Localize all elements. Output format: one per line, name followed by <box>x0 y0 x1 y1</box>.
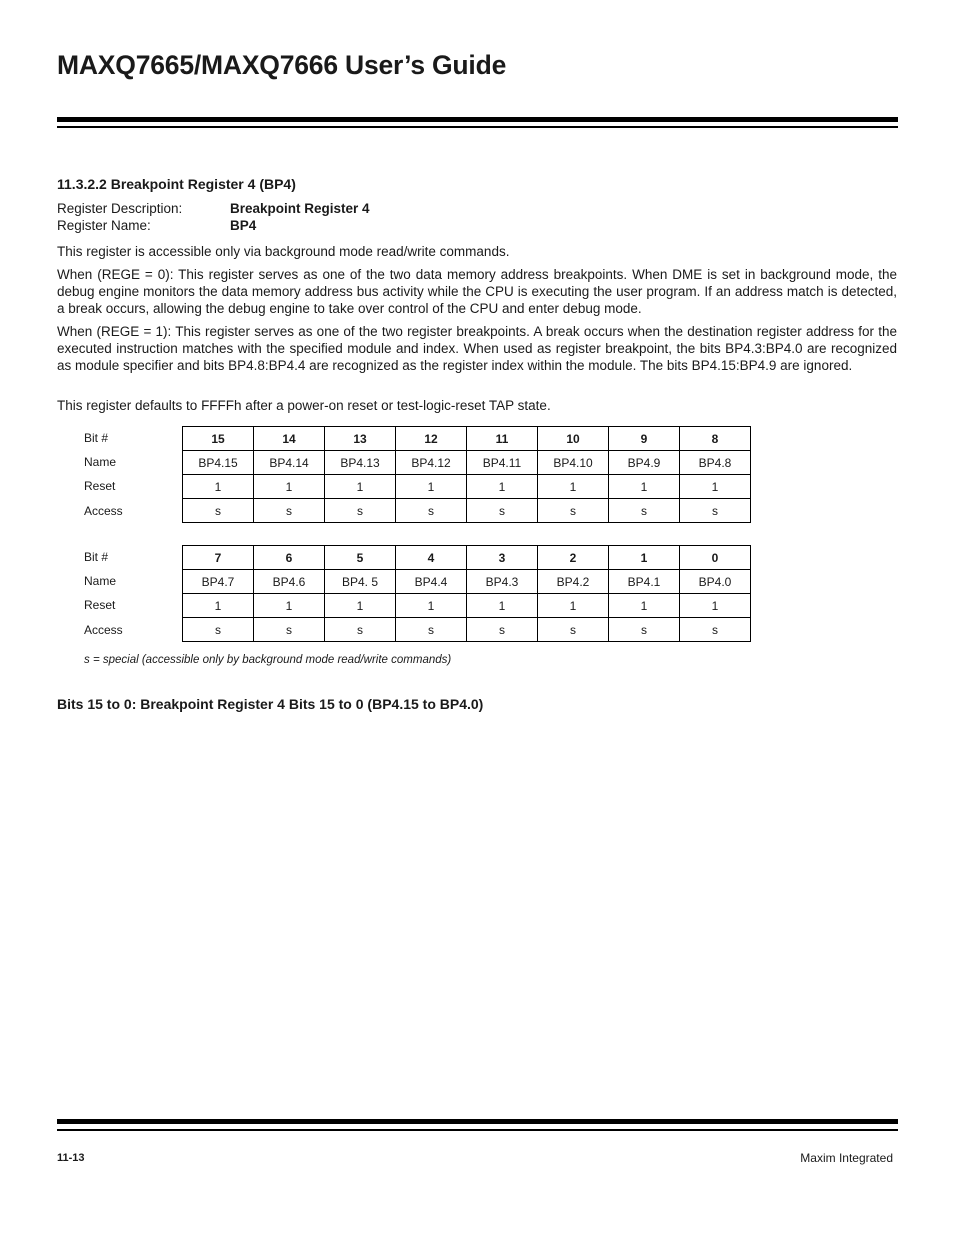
access-cell: s <box>467 618 538 642</box>
section-heading: 11.3.2.2 Breakpoint Register 4 (BP4) <box>57 176 296 192</box>
reset-cell: 1 <box>325 475 396 499</box>
reset-cell: 1 <box>254 475 325 499</box>
register-description-value: Breakpoint Register 4 <box>230 201 370 216</box>
name-cell: BP4.6 <box>254 570 325 594</box>
bit-cell: 7 <box>183 546 254 570</box>
bit-cell: 1 <box>609 546 680 570</box>
register-name-row <box>57 217 370 234</box>
bits-description-heading: Bits 15 to 0: Breakpoint Register 4 Bits 15 to 0 (BP4.15 to BP4.0) <box>57 696 484 712</box>
access-cell: s <box>183 499 254 523</box>
reset-cell: 1 <box>609 475 680 499</box>
access-cell: s <box>680 499 751 523</box>
bit-cell: 10 <box>538 427 609 451</box>
bit-access-row <box>183 618 751 642</box>
access-cell: s <box>325 618 396 642</box>
company-name: Maxim Integrated <box>800 1151 893 1165</box>
access-cell: s <box>538 499 609 523</box>
access-cell: s <box>254 618 325 642</box>
bit-table-low-labels <box>84 545 123 642</box>
reset-cell: 1 <box>538 475 609 499</box>
bit-cell: 8 <box>680 427 751 451</box>
name-cell: BP4.15 <box>183 451 254 475</box>
bit-cell: 6 <box>254 546 325 570</box>
reset-cell: 1 <box>183 594 254 618</box>
register-name-value: BP4 <box>230 218 257 233</box>
reset-cell: 1 <box>325 594 396 618</box>
bit-cell: 9 <box>609 427 680 451</box>
access-cell: s <box>538 618 609 642</box>
name-cell: BP4.10 <box>538 451 609 475</box>
reset-cell: 1 <box>467 594 538 618</box>
document-title: MAXQ7665/MAXQ7666 User’s Guide <box>57 50 507 80</box>
name-cell: BP4.9 <box>609 451 680 475</box>
bit-cell: 2 <box>538 546 609 570</box>
bit-cell: 5 <box>325 546 396 570</box>
name-cell: BP4.0 <box>680 570 751 594</box>
access-cell: s <box>396 499 467 523</box>
name-cell: BP4.4 <box>396 570 467 594</box>
paragraph-rege-1: When (REGE = 1): This register serves as one of the two register breakpoints. A break occurs when the destination register address for the executed instruction matches with the specified module and index. When used as register breakpoint, the bits BP4.3:BP4.0 are recognized as module specifier and bits BP4.8:BP4.4 are recognized as the register index within the module. The bits BP4.15:BP4.9 are ignored. <box>57 324 897 373</box>
bit-access-row <box>183 499 751 523</box>
row-label-name: Name <box>84 455 117 470</box>
name-cell: BP4.3 <box>467 570 538 594</box>
access-cell: s <box>325 499 396 523</box>
bit-cell: 4 <box>396 546 467 570</box>
reset-cell: 1 <box>254 594 325 618</box>
paragraph-access: This register is accessible only via background mode read/write commands. <box>57 244 510 259</box>
name-cell: BP4. 5 <box>325 570 396 594</box>
name-cell: BP4.1 <box>609 570 680 594</box>
access-footnote: s = special (accessible only by background mode read/write commands) <box>84 654 452 666</box>
bit-number-row <box>183 427 751 451</box>
name-cell: BP4.7 <box>183 570 254 594</box>
row-label-access: Access <box>84 622 123 637</box>
reset-cell: 1 <box>609 594 680 618</box>
access-cell: s <box>609 499 680 523</box>
reset-cell: 1 <box>680 594 751 618</box>
row-label-name: Name <box>84 574 117 589</box>
register-description-label: Register Description: <box>57 201 183 216</box>
footer-rule-thick <box>57 1119 898 1124</box>
bit-cell: 15 <box>183 427 254 451</box>
paragraph-rege-0: When (REGE = 0): This register serves as one of the two data memory address breakpoints. When DME is set in background mode, the debug engine monitors the data memory address bus activity while the CPU is executing the user program. If an address match is detected, a break occurs, allowing the debug engine to take over control of the CPU and enter debug mode. <box>57 267 897 316</box>
header-rule-thin <box>57 126 898 128</box>
access-cell: s <box>396 618 467 642</box>
register-info <box>57 200 370 234</box>
bit-number-row <box>183 546 751 570</box>
bit-table-high <box>182 426 751 523</box>
access-cell: s <box>467 499 538 523</box>
bit-cell: 13 <box>325 427 396 451</box>
bit-reset-row <box>183 594 751 618</box>
paragraph-default: This register defaults to FFFFh after a power-on reset or test-logic-reset TAP state. <box>57 398 551 413</box>
footer-rule-thin <box>57 1129 898 1131</box>
name-cell: BP4.14 <box>254 451 325 475</box>
reset-cell: 1 <box>680 475 751 499</box>
name-cell: BP4.8 <box>680 451 751 475</box>
register-name-label: Register Name: <box>57 218 151 233</box>
name-cell: BP4.13 <box>325 451 396 475</box>
bit-cell: 14 <box>254 427 325 451</box>
bit-cell: 12 <box>396 427 467 451</box>
row-label-access: Access <box>84 503 123 518</box>
bit-cell: 11 <box>467 427 538 451</box>
access-cell: s <box>254 499 325 523</box>
reset-cell: 1 <box>467 475 538 499</box>
name-cell: BP4.11 <box>467 451 538 475</box>
bit-cell: 0 <box>680 546 751 570</box>
reset-cell: 1 <box>396 594 467 618</box>
name-cell: BP4.12 <box>396 451 467 475</box>
bit-table-low <box>182 545 751 642</box>
bit-reset-row <box>183 475 751 499</box>
reset-cell: 1 <box>183 475 254 499</box>
bit-table-high-labels <box>84 426 123 523</box>
row-label-reset: Reset <box>84 598 116 613</box>
header-rule-thick <box>57 117 898 122</box>
row-label-reset: Reset <box>84 479 116 494</box>
bit-cell: 3 <box>467 546 538 570</box>
register-description-row <box>57 200 370 217</box>
name-cell: BP4.2 <box>538 570 609 594</box>
reset-cell: 1 <box>396 475 467 499</box>
reset-cell: 1 <box>538 594 609 618</box>
access-cell: s <box>183 618 254 642</box>
row-label-bit: Bit # <box>84 550 109 564</box>
bit-name-row <box>183 570 751 594</box>
access-cell: s <box>609 618 680 642</box>
bit-name-row <box>183 451 751 475</box>
access-cell: s <box>680 618 751 642</box>
row-label-bit: Bit # <box>84 431 109 445</box>
page-number: 11-13 <box>57 1152 85 1164</box>
